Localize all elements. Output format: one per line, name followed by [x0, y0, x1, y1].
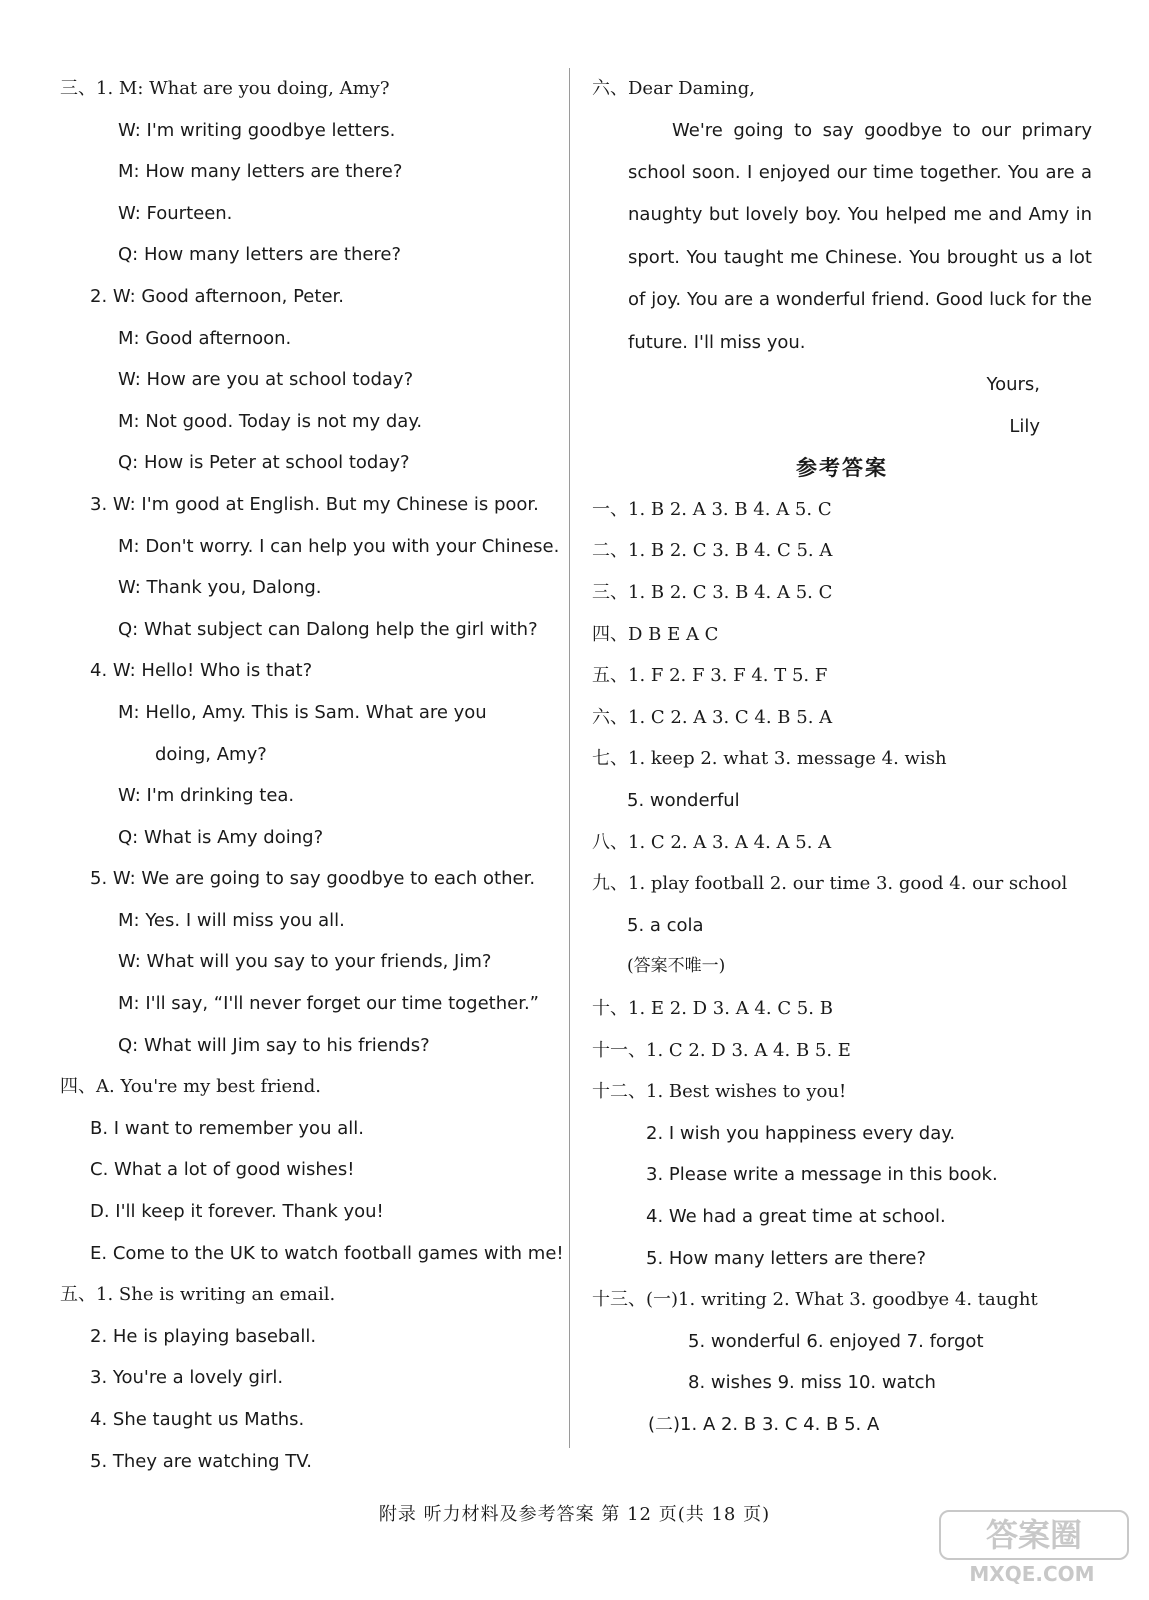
- transcript-line: M: Not good. Today is not my day.: [118, 410, 423, 432]
- answer-line: 二、1. B 2. C 3. B 4. C 5. A: [592, 540, 833, 562]
- transcript-line: 3. W: I'm good at English. But my Chinese is poor.: [90, 493, 539, 515]
- letter-closing: Yours,: [986, 374, 1040, 396]
- answer-line: 十、1. E 2. D 3. A 4. C 5. B: [592, 997, 833, 1019]
- transcript-line: W: How are you at school today?: [118, 369, 414, 391]
- transcript-line: 3. You're a lovely girl.: [90, 1367, 284, 1389]
- transcript-line: 三、1. M: What are you doing, Amy?: [60, 78, 390, 99]
- transcript-line: 5. W: We are going to say goodbye to each other.: [90, 868, 536, 890]
- column-divider: [569, 68, 570, 1448]
- listening-transcript-column: [60, 68, 564, 1482]
- answer-line: 十二、1. Best wishes to you!: [592, 1081, 847, 1103]
- answer-line: 5. wonderful: [627, 789, 740, 811]
- transcript-line: 五、1. She is writing an email.: [60, 1284, 336, 1306]
- watermark-site: MXQE.COM: [969, 1562, 1095, 1586]
- transcript-line: 5. They are watching TV.: [90, 1450, 312, 1472]
- answer-line: 3. Please write a message in this book.: [646, 1164, 998, 1186]
- letter-and-answers-column: [592, 68, 1092, 1445]
- answer-line: 三、1. B 2. C 3. B 4. A 5. C: [592, 582, 833, 603]
- transcript-line: 4. W: Hello! Who is that?: [90, 660, 313, 682]
- letter-signature: Lily: [1009, 415, 1040, 437]
- page-footer: 附录 听力材料及参考答案 第 12 页(共 18 页): [378, 1504, 771, 1525]
- transcript-line: Q: How is Peter at school today?: [118, 452, 410, 474]
- transcript-line: doing, Amy?: [155, 743, 267, 765]
- answer-line: (答案不唯一): [627, 956, 726, 977]
- transcript-line: Q: What will Jim say to his friends?: [118, 1034, 430, 1056]
- transcript-line: M: I'll say, “I'll never forget our time together.”: [118, 993, 539, 1015]
- letter-title: 六、Dear Daming,: [592, 78, 755, 99]
- answer-line: 2. I wish you happiness every day.: [646, 1122, 956, 1144]
- answer-line: 4. We had a great time at school.: [646, 1205, 946, 1227]
- transcript-line: Q: How many letters are there?: [118, 244, 402, 266]
- transcript-line: B. I want to remember you all.: [90, 1117, 364, 1139]
- transcript-line: Q: What subject can Dalong help the girl with?: [118, 618, 538, 640]
- transcript-line: W: Fourteen.: [118, 202, 233, 224]
- answer-line: 八、1. C 2. A 3. A 4. A 5. A: [592, 831, 832, 853]
- watermark-logo: [939, 1510, 1129, 1594]
- answer-line: 六、1. C 2. A 3. C 4. B 5. A: [592, 706, 833, 728]
- transcript-line: D. I'll keep it forever. Thank you!: [90, 1201, 384, 1223]
- answer-line: 十一、1. C 2. D 3. A 4. B 5. E: [592, 1039, 851, 1061]
- transcript-line: Q: What is Amy doing?: [118, 826, 324, 848]
- transcript-line: M: Don't worry. I can help you with your Chinese.: [118, 535, 560, 557]
- watermark-text: 答案圈: [939, 1510, 1129, 1560]
- answer-line: 七、1. keep 2. what 3. message 4. wish: [592, 748, 947, 770]
- transcript-line: M: How many letters are there?: [118, 161, 403, 183]
- transcript-line: W: Thank you, Dalong.: [118, 577, 322, 599]
- transcript-line: W: I'm writing goodbye letters.: [118, 119, 396, 141]
- transcript-line: 2. He is playing baseball.: [90, 1325, 317, 1347]
- transcript-line: M: Good afternoon.: [118, 327, 292, 349]
- answer-line: (二)1. A 2. B 3. C 4. B 5. A: [648, 1413, 880, 1435]
- transcript-line: 4. She taught us Maths.: [90, 1409, 305, 1430]
- transcript-line: M: Yes. I will miss you all.: [118, 909, 345, 931]
- answer-line: 九、1. play football 2. our time 3. good 4. our school: [592, 873, 1068, 895]
- answer-key: [592, 489, 1092, 1446]
- answers-heading: 参考答案: [796, 455, 888, 481]
- answer-line: 五、1. F 2. F 3. F 4. T 5. F: [592, 665, 828, 687]
- answer-line: 5. a cola: [627, 914, 704, 936]
- transcript-line: W: What will you say to your friends, Jim?: [118, 951, 492, 973]
- answer-line: 十三、(一)1. writing 2. What 3. goodbye 4. taught: [592, 1289, 1038, 1311]
- answer-line: 一、1. B 2. A 3. B 4. A 5. C: [592, 498, 832, 520]
- letter-body: We're going to say goodbye to our primary school soon. I enjoyed our time together. You are a naughty but lovely boy. You helped me and Amy in sport. You taught me Chinese. You brought us a lot of joy. You are a wonderful friend. Good luck for the future. I'll miss you.: [628, 119, 1092, 353]
- transcript-line: W: I'm drinking tea.: [118, 785, 295, 807]
- transcript-line: 2. W: Good afternoon, Peter.: [90, 285, 344, 307]
- transcript-line: C. What a lot of good wishes!: [90, 1159, 355, 1181]
- transcript-line: E. Come to the UK to watch football games with me!: [90, 1242, 564, 1264]
- transcript-line: M: Hello, Amy. This is Sam. What are you: [118, 701, 487, 723]
- answer-line: 5. How many letters are there?: [646, 1247, 927, 1269]
- answer-line: 5. wonderful 6. enjoyed 7. forgot: [688, 1330, 984, 1352]
- answer-line: 四、D B E A C: [592, 623, 719, 645]
- answer-line: 8. wishes 9. miss 10. watch: [688, 1372, 936, 1394]
- transcript-line: 四、A. You're my best friend.: [60, 1076, 321, 1098]
